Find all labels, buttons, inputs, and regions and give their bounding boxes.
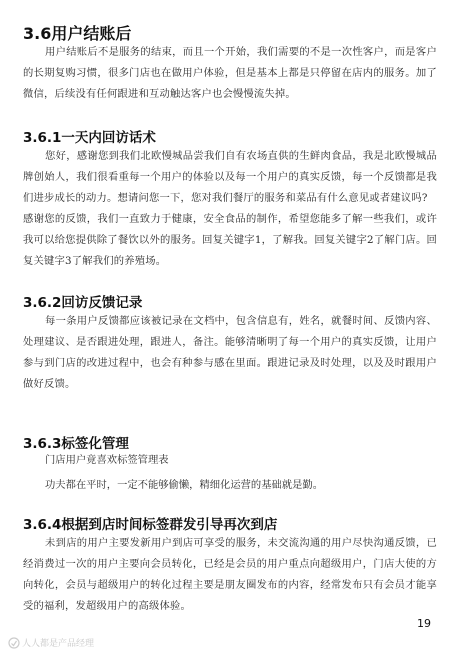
tag-management-line-2: 功夫都在平时，一定不能够偷懒，精细化运营的基础就是勤。 — [45, 479, 324, 491]
subsection-title-3-6-3: 3.6.3标签化管理 — [23, 436, 129, 452]
section-intro: 用户结账后不是服务的结束，而且一个开始，我们需要的不是一次性客户，而是客户的长期复购习惯，很多门店也在做用户体验，但是基本上都是只停留在店内的服务。加了微信，后续没有任何跟进和互动触达客户也会慢慢流失掉。 — [23, 46, 437, 100]
subsection-title-3-6-2: 3.6.2回访反馈记录 — [23, 295, 143, 311]
watermark-logo-icon — [8, 637, 20, 649]
watermark — [8, 636, 94, 649]
page-number: 19 — [417, 617, 431, 630]
visit-script-paragraph-2: 感谢您的反馈，我们一直致力于健康，安全食品的制作，希望您能多了解一些我们，或许我可以给您提供除了餐饮以外的服务。回复关键字1，了解我。回复关键字2了解门店。回复关键字3了解我们的养殖场。 — [23, 213, 437, 267]
subsection-title-3-6-1: 3.6.1一天内回访话术 — [23, 130, 156, 146]
tag-management-line-1: 门店用户竟喜欢标签管理表 — [45, 454, 169, 466]
group-message-paragraph: 未到店的用户主要发新用户到店可享受的服务，未交流沟通的用户尽快沟通反馈，已经消费过一次的用户主要向会员转化，已经是会员的用户重点向超级用户，门店大使的方向转化，会员与超级用户的转化过程主要是朋友圈发布的内容，经常发布只有会员才能享受的福利，发超级用户的高级体验。 — [23, 537, 437, 612]
section-title: 3.6用户结账后 — [23, 24, 132, 43]
visit-script-paragraph-1: 您好，感谢您到我们北欧慢城品尝我们自有农场直供的生鲜肉食品，我是北欧慢城品牌创始人，我们很看重每一个用户的体验以及每一个用户的真实反馈，每一个反馈都是我们进步成长的动力。想请问您一下，您对我们餐厅的服务和菜品有什么意见或者建议吗? — [23, 150, 437, 204]
subsection-title-3-6-4: 3.6.4根据到店时间标签群发引导再次到店 — [23, 517, 278, 533]
feedback-record-paragraph: 每一条用户反馈都应该被记录在文档中，包含信息有，姓名，就餐时间、反馈内容、处理建议、是否跟进处理，跟进人，备注。能够清晰明了每一个用户的真实反馈，让用户参与到门店的改进过程中，也会有种参与感在里面。跟进记录及时处理，以及及时跟用户做好反馈。 — [23, 315, 437, 390]
watermark-text: 人人都是产品经理 — [22, 639, 95, 649]
